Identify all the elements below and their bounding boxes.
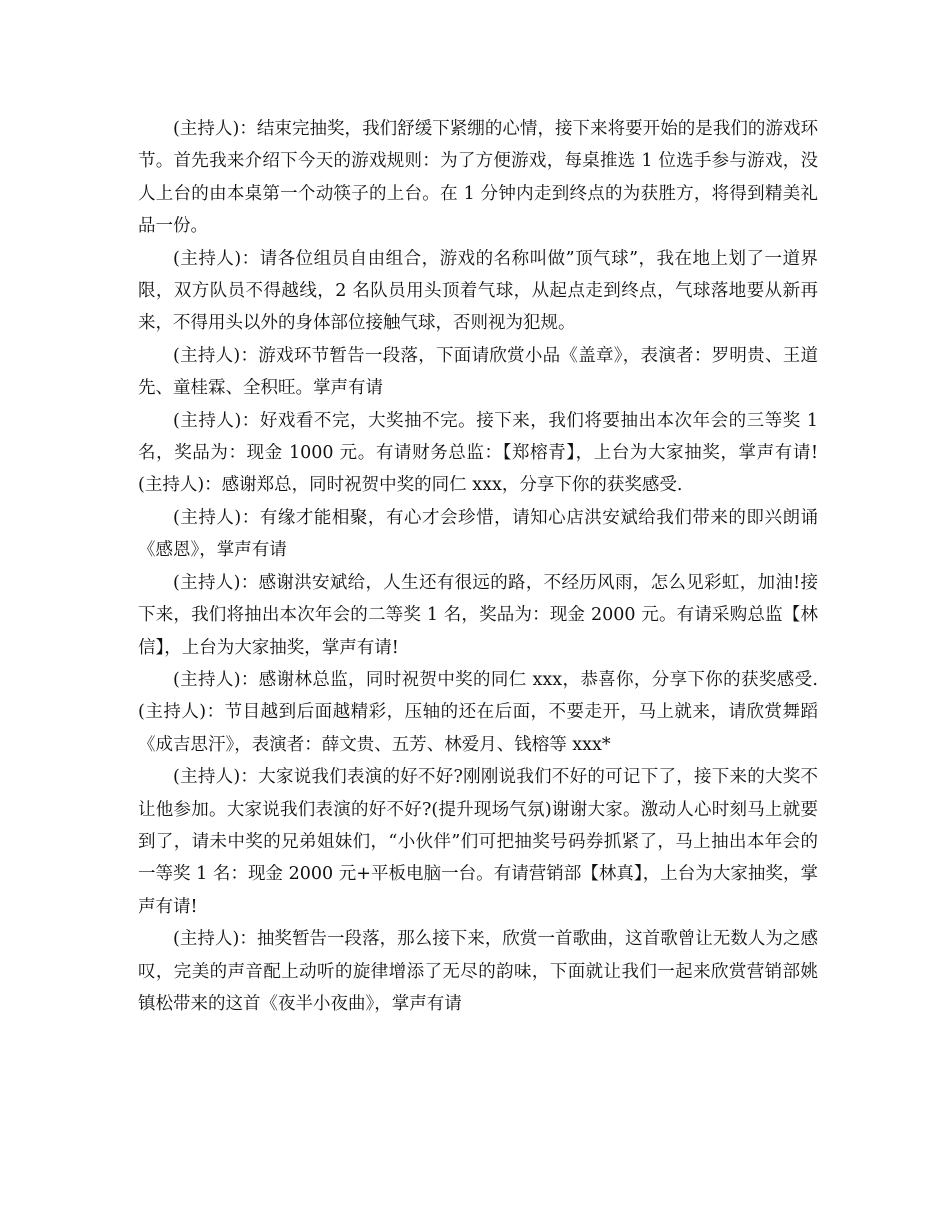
paragraph-balloon-game: (主持人)：请各位组员自由组合，游戏的名称叫做”顶气球”，我在地上划了一道界限，双方队员不得越线，2 名队员用头顶着气球，从起点走到终点，气球落地要从新再来，不得用头以外的身体部位接触气球，否则视为犯规。 (138, 248, 818, 334)
paragraph-game-intro: (主持人)：结束完抽奖，我们舒缓下紧绷的心情，接下来将要开始的是我们的游戏环节。首先我来介绍下今天的游戏规则：为了方便游戏，每桌推选 1 位选手参与游戏，没人上台的由本桌第一个动筷子的上台。在 1 分钟内走到终点的为获胜方，将得到精美礼品一份。 (138, 119, 818, 237)
paragraph-first-prize: (主持人)：大家说我们表演的好不好?刚刚说我们不好的可记下了，接下来的大奖不让他参加。大家说我们表演的好不好?(提升现场气氛)谢谢大家。激动人心时刻马上就要到了，请未中奖的兄弟姐妹们，“小伙伴”们可把抽奖号码券抓紧了，马上抽出本年会的一等奖 1 名：现金 2000 元+平板电脑一台。有请营销部【林真】，上台为大家抽奖，掌声有请! (138, 767, 818, 917)
paragraph-sketch-gaizhang: (主持人)：游戏环节暂告一段落，下面请欣赏小品《盖章》，表演者：罗明贵、王道先、童桂霖、全积旺。掌声有请 (138, 345, 818, 399)
paragraph-recitation-ganen: (主持人)：有缘才能相聚，有心才会珍惜，请知心店洪安斌给我们带来的即兴朗诵《感恩》，掌声有请 (138, 507, 818, 561)
paragraph-song-serenade: (主持人)：抽奖暂告一段落，那么接下来，欣赏一首歌曲，这首歌曾让无数人为之感叹，完美的声音配上动听的旋律增添了无尽的韵味，下面就让我们一起来欣赏营销部姚镇松带来的这首《夜半小夜曲》，掌声有请 (138, 929, 818, 1014)
paragraph-dance-genghis: (主持人)：感谢林总监，同时祝贺中奖的同仁 xxx，恭喜你，分享下你的获奖感受.(主持人)：节目越到后面越精彩，压轴的还在后面，不要走开，马上就来，请欣赏舞蹈《成吉思汗》，表演者：薛文贵、五芳、林爱月、钱榕等 xxx* (138, 669, 818, 755)
document-page (138, 113, 818, 1020)
paragraph-second-prize: (主持人)：感谢洪安斌给，人生还有很远的路，不经历风雨，怎么见彩虹，加油!接下来，我们将抽出本次年会的二等奖 1 名，奖品为：现金 2000 元。有请采购总监【林信】，上台为大家抽奖，掌声有请! (138, 572, 818, 658)
paragraph-third-prize: (主持人)：好戏看不完，大奖抽不完。接下来，我们将要抽出本次年会的三等奖 1 名，奖品为：现金 1000 元。有请财务总监：【郑榕青】，上台为大家抽奖，掌声有请!(主持人)：感谢郑总，同时祝贺中奖的同仁 xxx，分享下你的获奖感受. (138, 410, 818, 496)
